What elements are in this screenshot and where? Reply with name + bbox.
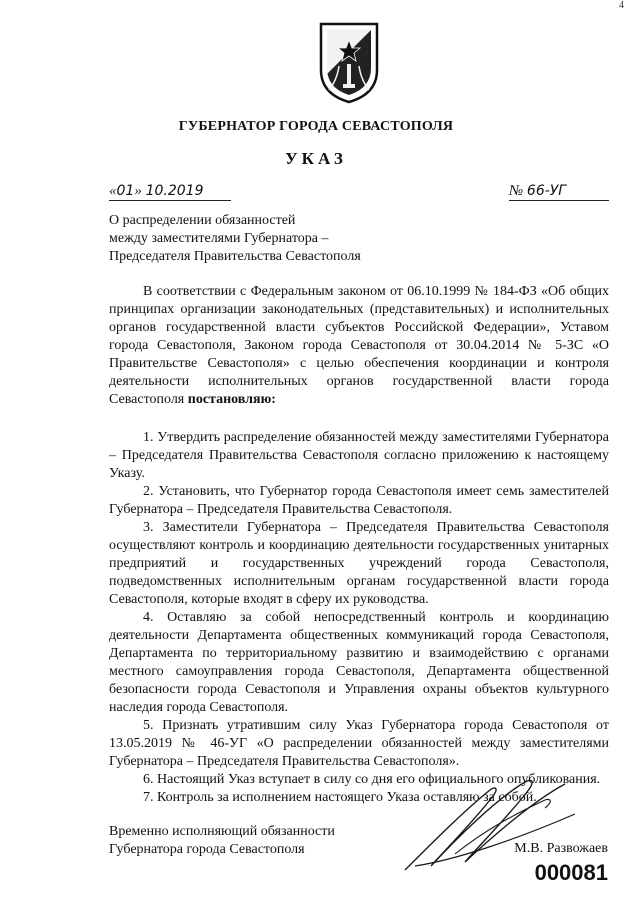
number-value: 66-УГ <box>526 183 567 199</box>
preamble-text: В соответствии с Федеральным законом от 06.10.1999 № 184-ФЗ «Об общих принципах организации законодательных (представительных) и исполнительных органов государственной власти субъектов Российской Федерации», Уставом города Севастополя, Законом города Севастополя от 30.04.2014 № 5-ЗС «О Правительстве Севастополя» с целью обеспечения координации и контроля деятельности исполнительных органов государственной власти города Севастополя <box>109 284 609 407</box>
date-day: 01 <box>116 183 135 199</box>
position-line: Временно исполняющий обязанности <box>109 824 335 839</box>
corner-mark: 4 <box>619 0 624 11</box>
signatory-name: М.В. Развожаев <box>514 841 608 856</box>
date-month-year: 10.2019 <box>145 183 204 199</box>
issuing-authority: ГУБЕРНАТОР ГОРОДА СЕВАСТОПОЛЯ <box>178 119 454 134</box>
decree-body <box>109 283 609 807</box>
decree-number <box>509 183 609 201</box>
decree-item: 4. Оставляю за собой непосредственный контроль и координацию деятельности Департамента общественных коммуникаций города Севастополя, Департамента по территориальному развитию и взаимодействию с органами местного самоуправления города Севастополя, Департамента общественной безопасности города Севастополя и Управления охраны объектов культурного наследия города Севастополя. <box>109 610 609 715</box>
document-type-title: УКАЗ <box>285 149 347 168</box>
preamble-paragraph <box>109 283 609 409</box>
decree-item: 1. Утвердить распределение обязанностей между заместителями Губернатора – Председателя Правительства Севастополя согласно приложению к настоящему Указу. <box>109 430 609 481</box>
number-sign: № <box>509 183 524 199</box>
document-serial-number: 000081 <box>534 860 608 885</box>
date-close-quote: » <box>134 183 142 199</box>
decree-item: 2. Установить, что Губернатор города Севастополя имеет семь заместителей Губернатора – Председателя Правительства Севастополя. <box>109 484 609 517</box>
decree-item: 5. Признать утратившим силу Указ Губернатора города Севастополя от 13.05.2019 № 46-УГ «О распределении обязанностей между заместителями Губернатора – Председателя Правительства Севастополя». <box>109 718 609 769</box>
decree-date <box>109 183 231 201</box>
decree-item: 6. Настоящий Указ вступает в силу со дня его официального опубликования. <box>143 772 601 787</box>
decree-item: 3. Заместители Губернатора – Председателя Правительства Севастополя осуществляют контроль и координацию деятельности государственных унитарных предприятий и государственных учреждений города Севастополя, подведомственных исполнительным органам государственной власти города Севастополя, которые входят в сферу их руководства. <box>109 520 609 607</box>
subject-line: между заместителями Губернатора – <box>109 231 329 246</box>
signatory-position <box>109 823 335 859</box>
decree-subject <box>109 212 361 266</box>
subject-line: Председателя Правительства Севастополя <box>109 249 361 264</box>
decree-item: 7. Контроль за исполнением настоящего Указа оставляю за собой. <box>143 790 537 805</box>
coat-of-arms-icon <box>317 20 381 104</box>
preamble-operative-word: постановляю: <box>187 392 276 407</box>
date-open-quote: « <box>109 183 117 199</box>
position-line: Губернатора города Севастополя <box>109 842 305 857</box>
subject-line: О распределении обязанностей <box>109 213 296 228</box>
